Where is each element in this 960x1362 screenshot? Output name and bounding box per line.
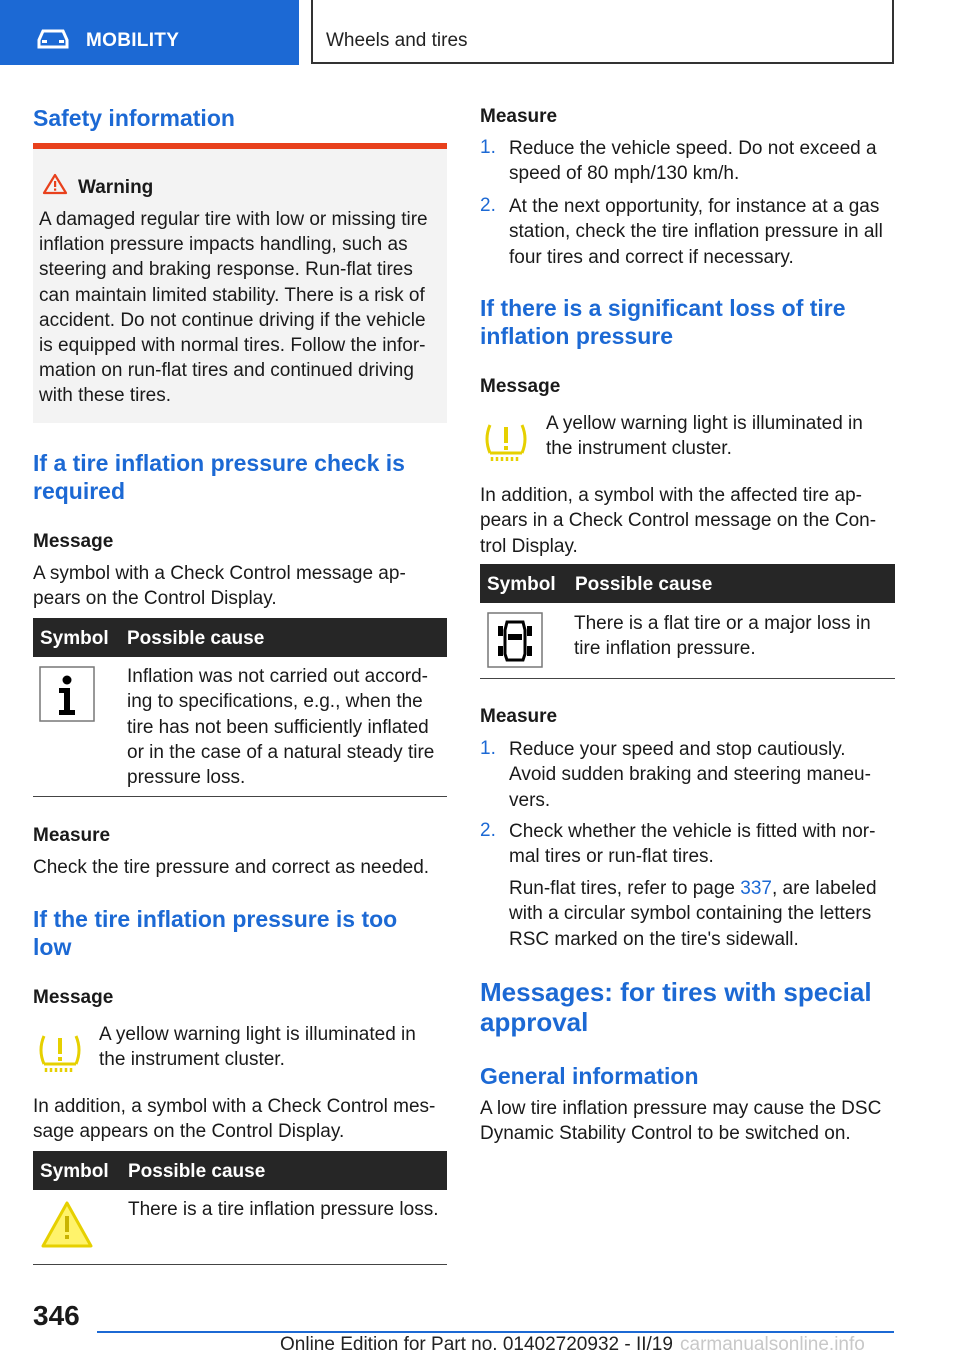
list-number: 2. bbox=[480, 195, 496, 216]
measure-label-right-2: Measure bbox=[480, 706, 558, 727]
table-col-cause: Possible cause bbox=[127, 628, 265, 649]
divider-3 bbox=[480, 678, 895, 679]
general-info-text: A low tire inflation pressure may cause the DSC Dynamic Stability Control to be switched on. bbox=[480, 1098, 882, 1145]
warning-triangle-icon bbox=[42, 173, 68, 195]
sig-light-text: A yellow warning light is illuminated in the instrument cluster. bbox=[546, 413, 863, 460]
page-number: 346 bbox=[33, 1300, 80, 1331]
list-number: 2. bbox=[480, 820, 496, 841]
table-header-2: Symbol Possible cause bbox=[33, 1151, 447, 1190]
list-number: 1. bbox=[480, 738, 496, 759]
low-light-text: A yellow warning light is illuminated in the instrument cluster. bbox=[99, 1024, 416, 1071]
special-approval-heading: Messages: for tires with special approval bbox=[480, 977, 872, 1037]
warning-title: Warning bbox=[78, 177, 154, 198]
tire-pressure-warning-icon bbox=[36, 1030, 84, 1076]
general-info-heading: General information bbox=[480, 1063, 699, 1089]
safety-heading: Safety information bbox=[33, 105, 235, 131]
chapter-title: Wheels and tires bbox=[326, 30, 468, 51]
sig-addition-text: In addition, a symbol with the affected tire ap- pears in a Check Control message on the Con- trol Display. bbox=[480, 485, 877, 557]
table-header bbox=[33, 618, 447, 657]
sig-cause-text: There is a flat tire or a major loss in tire inflation pressure. bbox=[574, 613, 871, 660]
tire-pressure-warning-icon bbox=[482, 419, 530, 465]
check-measure-text: Check the tire pressure and correct as needed. bbox=[33, 857, 430, 878]
rsc-text: Run-flat tires, refer to page 337, are labeled with a circular symbol containing the letters RSC marked on the tire's sidewall. bbox=[509, 878, 877, 950]
significant-loss-heading: If there is a significant loss of tire inflation pressure bbox=[480, 295, 846, 349]
edition-text: Online Edition for Part no. 01402720932 - II/19 bbox=[280, 1334, 673, 1355]
message-label: Message bbox=[33, 531, 114, 552]
page-link[interactable]: 337 bbox=[740, 878, 772, 899]
table-col-symbol: Symbol bbox=[40, 628, 109, 649]
watermark: carmanualsonline.info bbox=[680, 1334, 865, 1355]
list-item: At the next opportunity, for instance at a gas station, check the tire inflation pressure in all four tires and correct if necessary. bbox=[509, 196, 883, 268]
flat-tire-car-icon bbox=[487, 612, 543, 668]
table-header-3: Symbol Possible cause bbox=[480, 564, 895, 603]
check-message: A symbol with a Check Control message ap- pears on the Control Display. bbox=[33, 563, 406, 610]
check-required-heading: If a tire inflation pressure check is required bbox=[33, 450, 405, 504]
warning-box bbox=[33, 143, 447, 423]
yellow-warning-triangle-icon bbox=[40, 1200, 94, 1250]
car-icon bbox=[36, 28, 70, 50]
too-low-heading: If the tire inflation pressure is too low bbox=[33, 906, 398, 960]
divider-2 bbox=[33, 1264, 447, 1265]
low-cause-text: There is a tire inflation pressure loss. bbox=[128, 1199, 439, 1220]
section-label: MOBILITY bbox=[86, 30, 180, 51]
chapter-header bbox=[311, 0, 894, 64]
warning-text: A damaged regular tire with low or missing tire inflation pressure impacts handling, such as steering and braking response. Run-flat tires can maintain limited stability. There is a risk of accident. Do not continue driving if the vehicle is equipped with normal tires. Follow the infor- mation on run-flat tires and continued driving with these tires. bbox=[39, 209, 428, 407]
table-row-cause: Inflation was not carried out accord- ing to specifications, e.g., when the tire has not been sufficiently inflated or in the case of a natural steady tire pressure loss. bbox=[127, 666, 435, 789]
message-label-right: Message bbox=[480, 376, 561, 397]
info-icon bbox=[39, 666, 95, 722]
measure-label: Measure bbox=[33, 825, 111, 846]
low-addition-text: In addition, a symbol with a Check Control mes- sage appears on the Control Display. bbox=[33, 1096, 436, 1143]
divider bbox=[33, 796, 447, 797]
footer-rule bbox=[97, 1331, 894, 1333]
list-item: Reduce your speed and stop cautiously. Avoid sudden braking and steering maneu- vers. bbox=[509, 739, 871, 811]
list-number: 1. bbox=[480, 137, 496, 158]
list-item: Check whether the vehicle is fitted with nor- mal tires or run-flat tires. bbox=[509, 821, 876, 868]
section-tab[interactable] bbox=[0, 0, 299, 65]
list-item: Reduce the vehicle speed. Do not exceed a speed of 80 mph/130 km/h. bbox=[509, 138, 877, 185]
measure-label-right: Measure bbox=[480, 106, 558, 127]
message-label-2: Message bbox=[33, 987, 114, 1008]
